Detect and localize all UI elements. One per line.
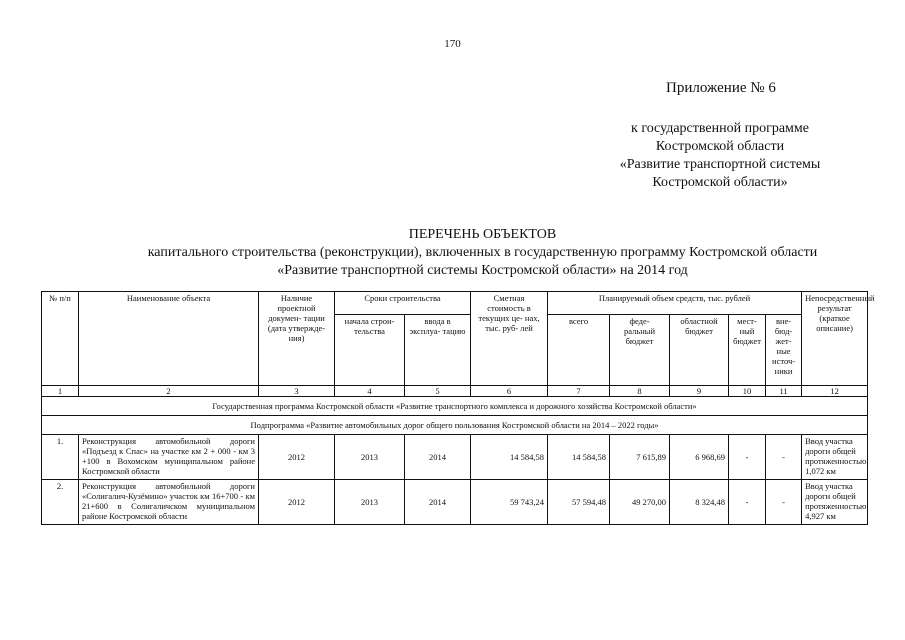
row-federal: 7 615,89 [610,435,670,480]
row-no: 1. [42,435,79,480]
row-result: Ввод участка дороги общей протяженностью 4,927 км [802,480,868,525]
header-result: Непосредственный результат (краткое описание) [802,292,868,386]
row-regional: 6 968,69 [670,435,729,480]
row-total: 57 594,48 [548,480,610,525]
row-local: - [729,435,766,480]
row-name: Реконструкция автомобильной дороги «Подъезд к Спас» на участке км 2 + 000 - км 3 +100 в Вохомском муниципальном районе Костромской области [79,435,259,480]
objects-table [41,291,875,525]
column-number: 3 [259,386,335,397]
header-no: № п/п [42,292,79,386]
program-line: Костромской области» [652,175,788,190]
header-total: всего [548,315,610,386]
row-offbudget: - [766,435,802,480]
row-regional: 8 324,48 [670,480,729,525]
row-project-doc: 2012 [259,435,335,480]
row-no: 2. [42,480,79,525]
header-planned: Планируемый объем средств, тыс. рублей [548,292,802,315]
row-federal: 49 270,00 [610,480,670,525]
row-start: 2013 [335,435,405,480]
row-estimate: 59 743,24 [471,480,548,525]
header-terms: Сроки строительства [335,292,471,315]
column-number: 6 [471,386,548,397]
page-number: 170 [444,38,461,50]
table-row [42,480,868,525]
document-title [60,226,905,280]
column-number: 12 [802,386,868,397]
appendix-title: Приложение № 6 [666,80,776,96]
title-line: «Развитие транспортной системы Костромской области» на 2014 год [277,263,688,278]
program-reference [600,120,840,192]
header-federal: феде- ральный бюджет [610,315,670,386]
row-estimate: 14 584,58 [471,435,548,480]
header-start: начала строи- тельства [335,315,405,386]
header-commission: ввода в эксплуа- тацию [405,315,471,386]
column-number: 7 [548,386,610,397]
header-local: мест- ный бюджет [729,315,766,386]
column-number: 10 [729,386,766,397]
row-total: 14 584,58 [548,435,610,480]
column-number: 8 [610,386,670,397]
column-number: 2 [79,386,259,397]
header-offbudget: вне- бюд- жет- ные источ- ники [766,315,802,386]
header-name: Наименование объекта [79,292,259,386]
column-number: 9 [670,386,729,397]
column-number: 5 [405,386,471,397]
title-line: капитального строительства (реконструкции), включенных в государственную программу Костромской области [147,245,818,260]
row-project-doc: 2012 [259,480,335,525]
row-offbudget: - [766,480,802,525]
row-commission: 2014 [405,435,471,480]
section-program: Государственная программа Костромской области «Развитие транспортного комплекса и дорожного хозяйства Костромской области» [42,397,868,416]
header-regional: областной бюджет [670,315,729,386]
program-line: Костромской области [655,139,785,154]
row-start: 2013 [335,480,405,525]
row-local: - [729,480,766,525]
column-number: 11 [766,386,802,397]
header-project-doc: Наличие проектной докумен- тации (дата утвержде- ния) [259,292,335,386]
section-subprogram: Подпрограмма «Развитие автомобильных дорог общего пользования Костромской области на 2014 – 2022 годы» [42,416,868,435]
row-result: Ввод участка дороги общей протяженностью 1,072 км [802,435,868,480]
title-line: ПЕРЕЧЕНЬ ОБЪЕКТОВ [408,227,557,242]
program-line: к государственной программе [631,121,809,136]
column-number: 4 [335,386,405,397]
program-line: «Развитие транспортной системы [619,157,821,172]
header-estimate: Сметная стоимость в текущих це- нах, тыс. руб- лей [471,292,548,386]
row-commission: 2014 [405,480,471,525]
table-row [42,435,868,480]
column-number: 1 [42,386,79,397]
row-name: Реконструкция автомобильной дороги «Солигалич-Кузёмино» участок км 16+700 - км 21+600 в Солигаличском муниципальном районе Костромской области [79,480,259,525]
